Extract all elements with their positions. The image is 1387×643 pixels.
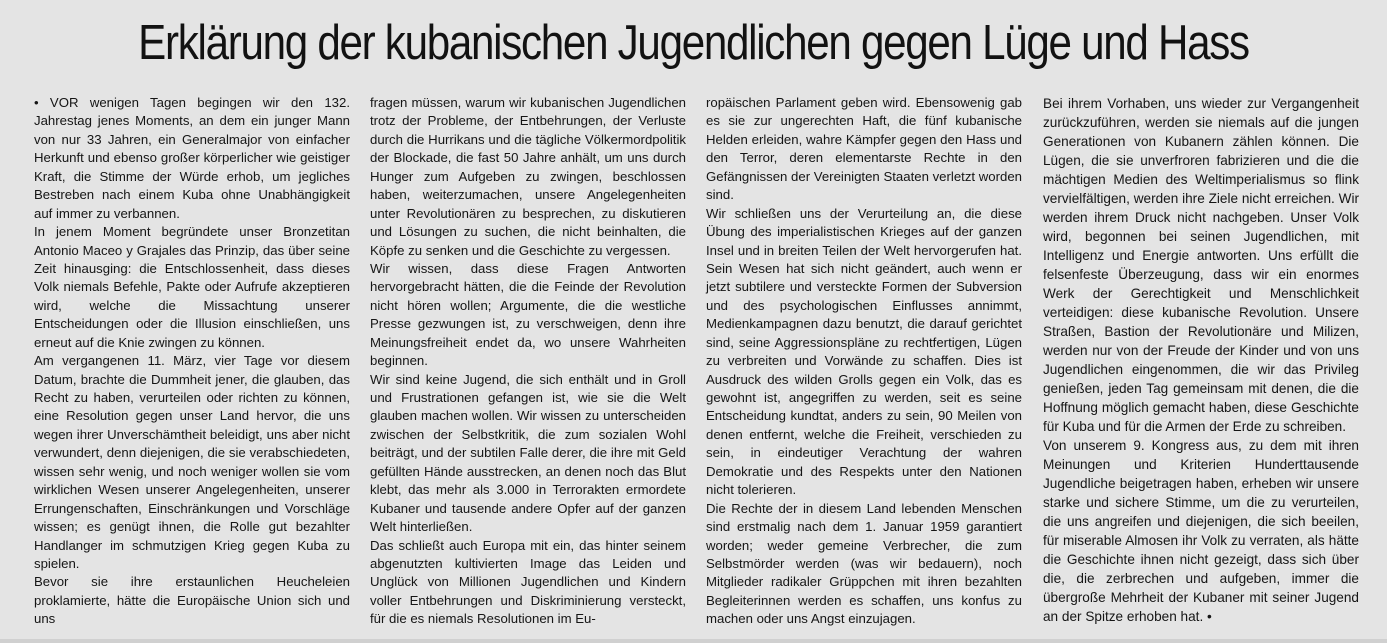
article-column-1 [34,94,350,629]
paragraph: Von unserem 9. Kongress aus, zu dem mit ihren Meinungen und Kriterien Hunderttausende Jugendliche beigetragen haben, erheben wir unsere starke und sichere Stimme, um die zu verurteilen, die uns angreifen und diejenigen, die sich beeilen, für miserable Almosen ihr Volk zu verraten, als hätte die Geschichte ihnen nicht gezeigt, dass sich über die, die zerbrechen und aufgeben, immer die übergroße Mehrheit der Kubaner mit seiner Jugend an der Spitze erhoben hat. • [1043,438,1359,624]
page-bottom-edge [0,639,1387,643]
paragraph: Bei ihrem Vorhaben, uns wieder zur Vergangenheit zurückzuführen, werden sie niemals auf die jungen Generationen von Kubanern zählen können. Die Lügen, die sie unverfroren fabrizieren und die die mächtigen Medien des Weltimperialismus so flink vervielfältigen, werden ihre Ziele nicht erreichen. Wir werden ihrem Druck nicht nachgeben. Unser Volk wird, begonnen bei seinen Jugendlichen, mit Intelligenz und Energie antworten. Uns erfüllt die felsenfeste Überzeugung, dass wir ein enormes Werk der Gerechtigkeit und Menschlichkeit verteidigen: diese kubanische Revolution. Unsere Straßen, Bastion der Revolutionäre und Milizen, werden nur von der Freude der Kinder und von uns Jugendlichen eingenommen, die wir das Privileg genießen, jeden Tag gemeinsam mit denen, die die Hoffnung möglich gemacht haben, diese Geschichte für Kuba und für die Armen der Erde zu schreiben. [1043,96,1359,434]
paragraph: ropäischen Parlament geben wird. Ebensowenig gab es sie zur ungerechten Haft, die fünf kubanische Helden erleiden, wahre Kämpfer gegen den Hass und den Terror, deren elementarste Rechte in den Gefängnissen der Vereinigten Staaten verletzt worden sind. [706,95,1022,203]
paragraph: Bevor sie ihre erstaunlichen Heucheleien proklamierte, hätte die Europäische Union sich und uns [34,574,350,627]
article-body [0,94,1387,634]
article-headline: Erklärung der kubanischen Jugendlichen gegen Lüge und Hass [138,16,1249,70]
article-column-2 [370,94,686,629]
paragraph: Wir sind keine Jugend, die sich enthält und in Groll und Frustrationen gefangen ist, wie sie die Welt glauben machen wollen. Wir wissen zu unterscheiden zwischen der Selbstkritik, die zum sozialen Wohl beiträgt, und der subtilen Falle derer, die ihre mit Geld gefüllten Hände ausstrecken, an denen noch das Blut klebt, das mehr als 3.000 in Terrorakten ermordete Kubaner und tausende andere Opfer auf der ganzen Welt hinterließen. [370,371,686,535]
paragraph: Das schließt auch Europa mit ein, das hinter seinem abgenutzten kultivierten Image das Leiden und Unglück von Millionen Jugendlichen und Kindern voller Entbehrungen und Diskriminierung versteckt, für die es niemals Resolutionen im Eu- [370,537,686,627]
paragraph: In jenem Moment begründete unser Bronzetitan Antonio Maceo y Grajales das Prinzip, das über seine Zeit hinausging: die Entschlossenheit, dass dieses Volk niemals Befehle, Pakte oder Aufrufe akzeptieren wird, welche die Missachtung unserer Entscheidungen oder die Illusion einschließen, uns erneut auf die Knie zwingen zu können. [34,224,350,350]
paragraph: • VOR wenigen Tagen begingen wir den 132. Jahrestag jenes Moments, an dem ein junger Mann von nur 33 Jahren, ein Generalmajor von einfacher Herkunft und ebenso großer körperlicher wie geistiger Kraft, die Stimme der Würde erhob, um jegliches Bestreben nach einem Kuba ohne Unabhängigkeit auf immer zu verbannen. [34,95,350,221]
article-column-4 [1043,94,1359,626]
paragraph: Wir wissen, dass diese Fragen Antworten hervorgebracht hätten, die die Feinde der Revolution nicht hören wollen; Argumente, die die westliche Presse gezwungen ist, zu verschweigen, denn ihre Meinungsfreiheit endet da, wo unsere Wahrheiten beginnen. [370,260,686,369]
paragraph: Die Rechte der in diesem Land lebenden Menschen sind erstmalig nach dem 1. Januar 1959 garantiert worden; weder gemeine Verbrecher, die zum Selbstmörder werden (was wir bedauern), noch Mitglieder radikaler Grüppchen mit ihren bezahlten Begleiterinnen werden es schaffen, uns konfus zu machen oder uns Angst einzujagen. [706,500,1022,627]
article-column-3 [706,94,1022,629]
paragraph: fragen müssen, warum wir kubanischen Jugendlichen trotz der Probleme, der Entbehrungen, der Verluste durch die Hurrikans und die tägliche Völkermordpolitik der Blockade, die fast 50 Jahre anhält, um uns durch Hunger zum Aufgeben zu zwingen, beschlossen haben, weiterzumachen, unsere Angelegenheiten unter Revolutionären zu besprechen, zu diskutieren und Lösungen zu suchen, die nicht beinhalten, die Köpfe zu senken und die Geschichte zu vergessen. [370,95,686,258]
paragraph: Am vergangenen 11. März, vier Tage vor diesem Datum, brachte die Dummheit jener, die glauben, das Recht zu haben, verurteilen oder richten zu können, eine Resolution gegen unser Land hervor, die uns wegen ihrer Unverschämtheit beleidigt, uns aber nicht verwundert, denn diejenigen, die sie verabschiedeten, wissen sehr wenig, und noch weniger wollen sie vom wirklichen Wesen unserer Angelegenheiten, unserer Errungenschaften, Einschränkungen und Vorschläge wissen; es genügt ihnen, die Rolle gut bezahlter Handlanger im schmutzigen Krieg gegen Kuba zu spielen. [34,353,350,571]
paragraph: Wir schließen uns der Verurteilung an, die diese Übung des imperialistischen Krieges auf der ganzen Insel und in breiten Teilen der Welt hervorgerufen hat. Sein Wesen hat sich nicht geändert, auch wenn er jetzt subtilere und versteckte Formen der Subversion und des psychologischen Einflusses annimmt, Medienkampagnen dazu benutzt, die darauf gerichtet sind, seine Aggressionspläne zu rechtfertigen, Lügen zu verbreiten und Vorwände zu schaffen. Dies ist Ausdruck des wilden Grolls gegen ein Volk, das es gewohnt ist, angegriffen zu werden, seit es seine Entscheidung kundtat, anders zu sein, 90 Meilen von denen entfernt, welche die Freiheit, verschieden zu sein, in eindeutiger Verachtung der wahren Demokratie und des Respekts unter den Nationen nicht tolerieren. [706,205,1022,498]
